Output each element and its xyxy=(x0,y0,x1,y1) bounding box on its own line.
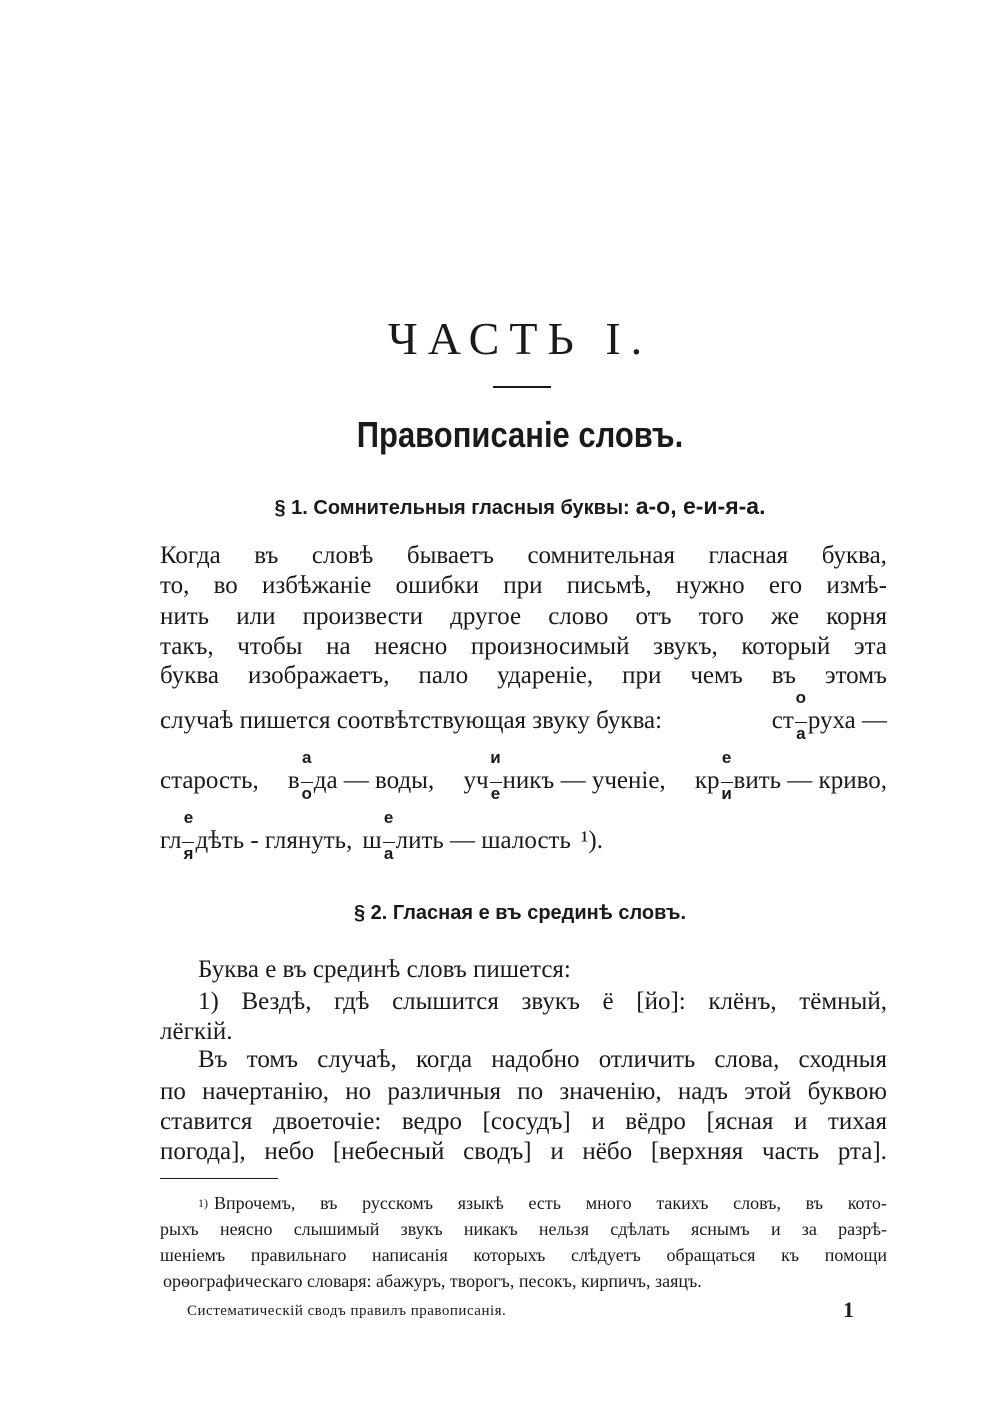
example-voda: в а о да — воды, xyxy=(287,748,435,803)
example-starost: старость, xyxy=(160,767,259,794)
page-number: 1 xyxy=(843,1297,854,1322)
example-staruha: ст о а руха — xyxy=(771,688,887,743)
footnote-line-1: $^{1)}$ Впрочемъ, въ русскомъ языкѣ есть много такихъ словъ, въ кото- xyxy=(198,1193,887,1213)
p2-line-2: 1) Вездѣ, гдѣ слышится звукъ ё [йо]: клёнъ, тёмный, xyxy=(198,988,887,1015)
p1-line-1: Когда въ словѣ бываетъ сомнительная гласная буква, xyxy=(160,542,887,569)
example-glyadet: гл е я дѣть - глянуть, xyxy=(160,808,353,863)
p1-line-4: такъ, чтобы на неясно произносимый звукъ, который эта xyxy=(160,633,887,660)
p1-line-8 xyxy=(160,808,887,863)
vowel-choice: е а xyxy=(383,808,394,863)
p2-line-7: погода], небо [небесный сводъ] и нёбо [верхняя часть рта]. xyxy=(160,1138,887,1165)
p2-line-1: Буква е въ срединѣ словъ пишется: xyxy=(198,956,571,983)
p1-line-2: то, во избѣжаніе ошибки при письмѣ, нужно его измѣ- xyxy=(160,572,887,599)
footnote-reference[interactable]: ¹). xyxy=(580,827,603,854)
p1-line-6 xyxy=(160,688,887,743)
title-divider xyxy=(493,386,551,388)
paragraph-1-heading xyxy=(0,493,1000,520)
part-title: ЧАСТЬ I. xyxy=(387,313,653,364)
vowel-choice: е и xyxy=(721,748,732,803)
paragraph-1-vowels: а-о, е-и-я-а. xyxy=(635,493,766,519)
vowel-choice: о а xyxy=(795,688,806,743)
paragraph-2-heading: § 2. Гласная е въ срединѣ словъ. xyxy=(353,902,687,924)
example-krivit: кр е и вить — криво, xyxy=(694,748,887,803)
footnote-mark: 1) xyxy=(198,1196,208,1210)
example-uchenik: уч и е никъ — ученіе, xyxy=(463,748,666,803)
section-title: Правописаніе словъ. xyxy=(356,414,684,455)
p2-line-5: по начертанію, но различныя по значенію, надъ этой буквою xyxy=(160,1078,887,1105)
p1-line-5: буква изображаетъ, пало удареніе, при чемъ въ этомъ xyxy=(160,662,887,689)
p2-line-6: ставится двоеточіе: ведро [сосудъ] и вёдро [ясная и тихая xyxy=(160,1108,887,1135)
signature-line: Систематическій сводъ правилъ правописанія. xyxy=(187,1303,507,1319)
footnote-line-3: шеніемъ правильнаго написанія которыхъ слѣдуетъ обращаться къ помощи xyxy=(160,1245,887,1265)
footnote-line-2: рыхъ неясно слышимый звукъ никакъ нельзя сдѣлать яснымъ и за разрѣ- xyxy=(160,1219,887,1239)
paragraph-1-heading-text: § 1. Сомнительныя гласныя буквы: xyxy=(274,497,630,519)
example-shalit: ш е а лить — шалость xyxy=(362,808,571,863)
vowel-choice: и е xyxy=(490,748,501,803)
vowel-choice: а о xyxy=(301,748,312,803)
p2-line-4: Въ томъ случаѣ, когда надобно отличить слова, сходныя xyxy=(198,1046,887,1073)
p1-line-3: нить или произвести другое слово отъ того же корня xyxy=(160,603,887,630)
p2-line-3: лёгкій. xyxy=(160,1018,233,1045)
line-6-text: случаѣ пишется соотвѣтствующая звуку буква: xyxy=(160,707,663,734)
footnote-line-4: орѳографическаго словаря: абажуръ, творогъ, песокъ, кирпичъ, заяцъ. xyxy=(163,1271,702,1291)
p1-line-7 xyxy=(160,748,887,803)
vowel-choice: е я xyxy=(183,808,194,863)
footnote-divider xyxy=(160,1178,278,1179)
